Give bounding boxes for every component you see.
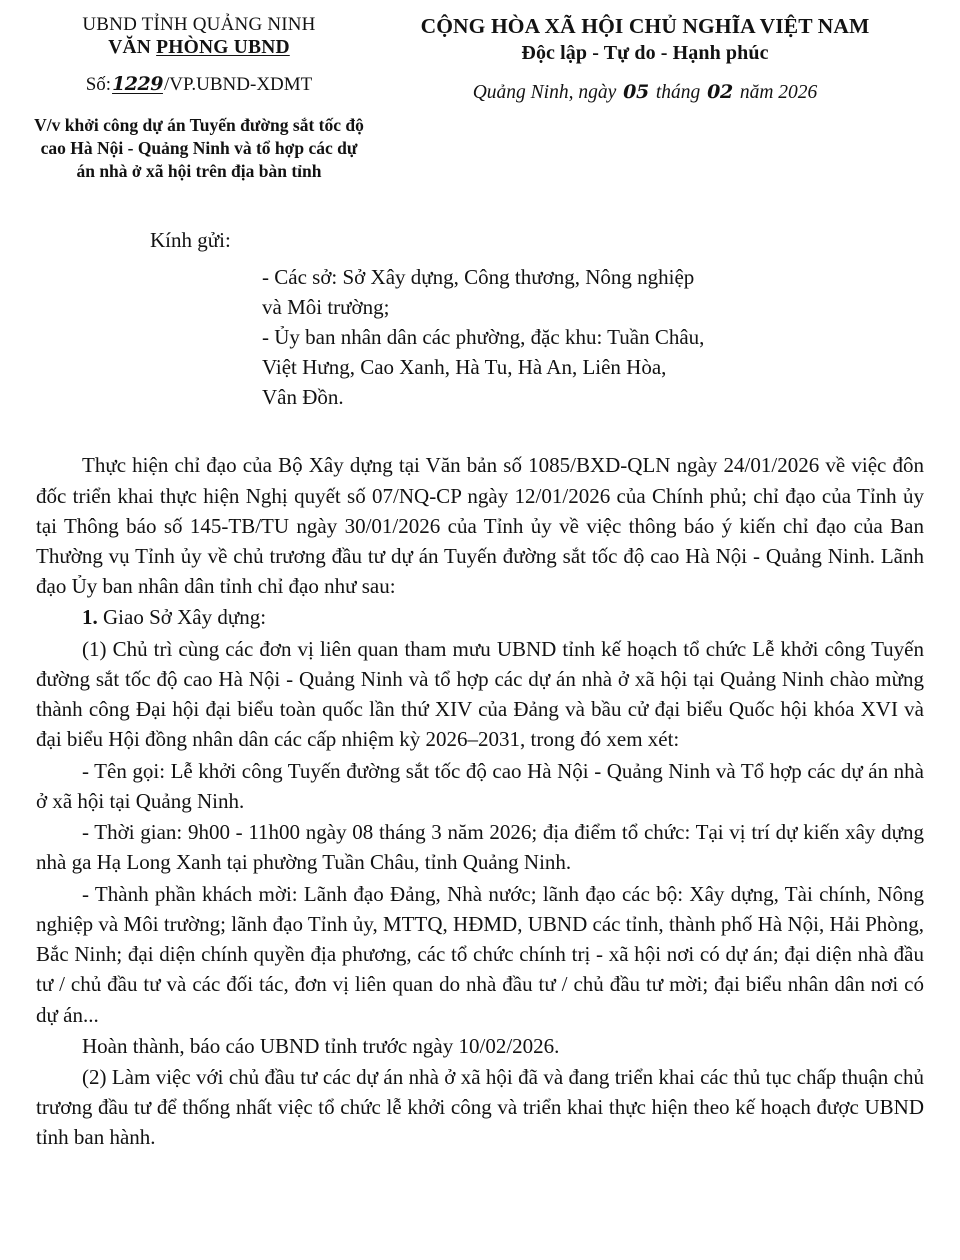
office-name-underlined: PHÒNG UBND (156, 37, 290, 58)
date-month: 02 (707, 81, 733, 103)
salutation: Kính gửi: (150, 228, 231, 253)
list-item: - Ủy ban nhân dân các phường, đặc khu: Tuần Châu, (262, 324, 705, 349)
document-header (0, 0, 960, 104)
national-motto: Độc lập - Tự do - Hạnh phúc (521, 42, 769, 64)
list-item: - Các sở: Sở Xây dựng, Công thương, Nông nghiệp (262, 265, 695, 290)
document-number-row (34, 73, 364, 96)
paragraph-item-2: (2) Làm việc với chủ đầu tư các dự án nhà ở xã hội đã và đang triển khai các thủ tục chấp thuận chủ trương đầu tư để thống nhất việc tổ chức lễ khởi công và triển khai thực hiện theo kế hoạch được UBND tỉnh ban hành. (36, 1065, 924, 1150)
date-day: 05 (623, 81, 649, 103)
place-date-prefix: Quảng Ninh, ngày (472, 82, 617, 103)
office-name-plain: VĂN (108, 37, 157, 58)
document-body (36, 450, 924, 1152)
date-year: năm 2026 (739, 82, 818, 103)
national-title: CỘNG HÒA XÃ HỘI CHỦ NGHĨA VIỆT NAM (420, 14, 870, 38)
list-item: Vân Đồn. (262, 384, 344, 409)
organization-name: UBND TỈNH QUẢNG NINH (82, 14, 316, 35)
paragraph-deadline: Hoàn thành, báo cáo UBND tỉnh trước ngày 10/02/2026. (82, 1033, 560, 1058)
paragraph-bullet-name: - Tên gọi: Lễ khởi công Tuyến đường sắt tốc độ cao Hà Nội - Quảng Ninh và Tổ hợp các dự án nhà ở xã hội tại Quảng Ninh. (36, 758, 924, 813)
list-item: Việt Hưng, Cao Xanh, Hà Tu, Hà An, Liên Hòa, (262, 354, 667, 379)
document-number-suffix: /VP.UBND-XDMT (163, 74, 313, 95)
section-number: 1. (82, 605, 98, 630)
paragraph-bullet-time: - Thời gian: 9h00 - 11h00 ngày 08 tháng 3 năm 2026; địa điểm tổ chức: Tại vị trí dự kiến xây dựng nhà ga Hạ Long Xanh tại phường Tuần Châu, tỉnh Quảng Ninh. (36, 820, 924, 875)
office-name (34, 37, 364, 59)
paragraph-intro: Thực hiện chỉ đạo của Bộ Xây dựng tại Văn bản số 1085/BXD-QLN ngày 24/01/2026 về việc đôn đốc triển khai thực hiện Nghị quyết số 07/NQ-CP ngày 12/01/2026 của Chính phủ; chỉ đạo của Tỉnh ủy tại Thông báo số 145-TB/TU ngày 30/01/2026 của Tỉnh ủy về việc thông báo ý kiến chỉ đạo của Ban Thường vụ Tỉnh ủy về chủ trương đầu tư dự án Tuyến đường sắt tốc độ cao Hà Nội - Quảng Ninh. Lãnh đạo Ủy ban nhân dân tỉnh chỉ đạo như sau: (36, 453, 924, 599)
header-issuing-authority (34, 10, 364, 96)
recipient-list (262, 263, 882, 412)
document-subject: V/v khởi công dự án Tuyến đường sắt tốc độ cao Hà Nội - Quảng Ninh và tổ hợp các dự án nhà ở xã hội trên địa bàn tỉnh (34, 115, 364, 181)
document-number-prefix: Số: (85, 74, 112, 95)
paragraph-section-1 (36, 602, 924, 632)
place-and-date (364, 81, 926, 104)
paragraph-item-1: (1) Chủ trì cùng các đơn vị liên quan tham mưu UBND tỉnh kế hoạch tổ chức Lễ khởi công Tuyến đường sắt tốc độ cao Hà Nội - Quảng Ninh và tổ hợp các dự án nhà ở xã hội tại Quảng Ninh chào mừng thành công Đại hội đại biểu toàn quốc lần thứ XIV của Đảng và bầu cử đại biểu Quốc hội khóa XVI và đại biểu Hội đồng nhân dân các cấp nhiệm kỳ 2026–2031, trong đó xem xét: (36, 636, 924, 752)
header-national-heading (364, 10, 926, 104)
list-item: và Môi trường; (262, 295, 390, 320)
date-month-label: tháng (655, 82, 701, 103)
section-title: Giao Sở Xây dựng: (103, 605, 267, 630)
paragraph-bullet-guests: - Thành phần khách mời: Lãnh đạo Đảng, Nhà nước; lãnh đạo các bộ: Xây dựng, Tài chính, Nông nghiệp và Môi trường; lãnh đạo Tỉnh ủy, MTTQ, HĐMD, UBND các tỉnh, thành phố Hà Nội, Hải Phòng, Bắc Ninh; đại diện chính quyền địa phương, các tổ chức chính trị - xã hội nơi có dự án; đại diện nhà đầu tư / chủ đầu tư và các đối tác, đơn vị liên quan do nhà đầu tư / chủ đầu tư mời; đại biểu nhân dân nơi có dự án... (36, 881, 924, 1027)
document-number-handwritten: 1229 (112, 73, 163, 95)
